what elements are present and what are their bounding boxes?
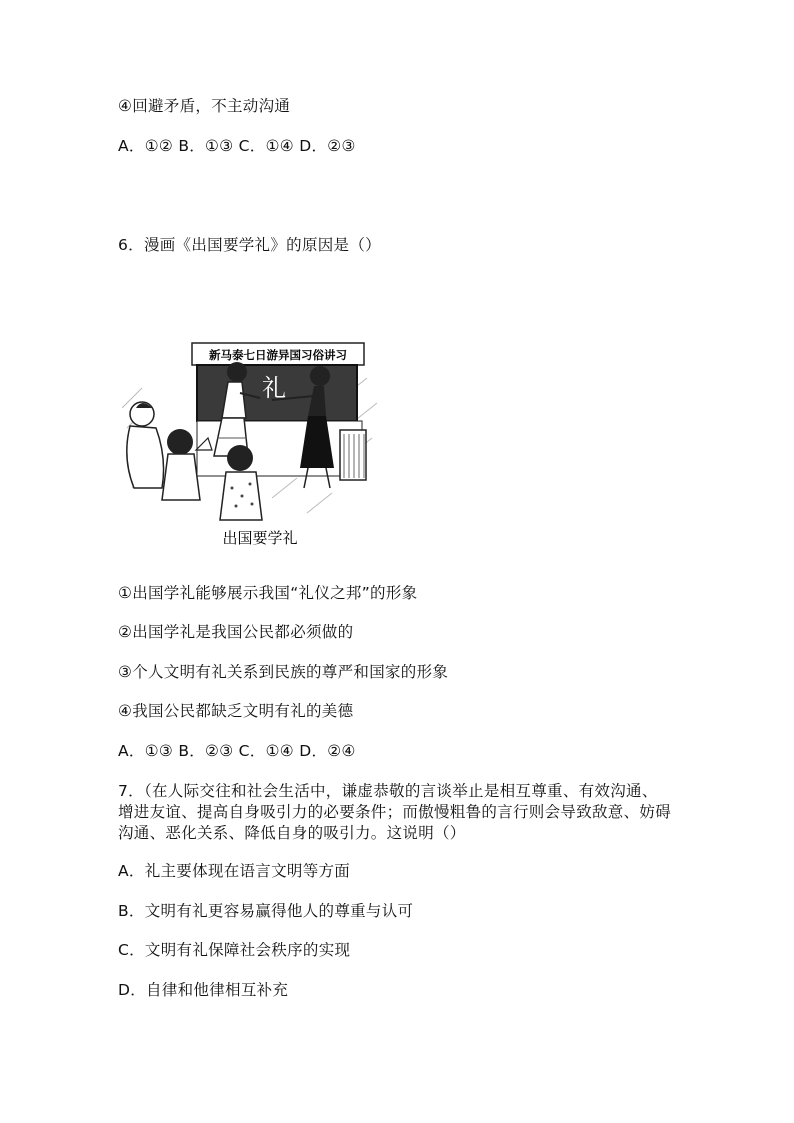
q7-option-b: B．文明有礼更容易赢得他人的尊重与认可 <box>118 902 414 920</box>
q7-option-a: A．礼主要体现在语言文明等方面 <box>118 862 351 880</box>
q6-answer-choices: A．①③ B．②③ C．①④ D．②④ <box>118 742 356 760</box>
cartoon-banner-text: 新马泰七日游异国习俗讲习 <box>209 348 347 362</box>
q6-stem: 6．漫画《出国要学礼》的原因是（） <box>118 236 381 254</box>
q7-option-d: D．自律和他律相互补充 <box>118 981 289 999</box>
q5-answer-choices: A．①② B．①③ C．①④ D．②③ <box>118 137 356 155</box>
q7-stem-line-2: 增进友谊、提高自身吸引力的必要条件；而傲慢粗鲁的言行则会导致敌意、妨碍 <box>118 803 672 821</box>
q6-statement-1: ①出国学礼能够展示我国“礼仪之邦”的形象 <box>118 584 418 602</box>
etiquette-cartoon <box>122 338 384 560</box>
cartoon-caption: 出国要学礼 <box>222 529 298 547</box>
q7-stem-line-1: 7．（在人际交往和社会生活中，谦虚恭敬的言谈举止是相互尊重、有效沟通、 <box>118 782 658 800</box>
q6-statement-3: ③个人文明有礼关系到民族的尊严和国家的形象 <box>118 663 449 681</box>
q7-stem-line-3: 沟通、恶化关系、降低自身的吸引力。这说明（） <box>118 824 466 842</box>
cartoon-illustration <box>122 338 384 560</box>
q6-statement-4: ④我国公民都缺乏文明有礼的美德 <box>118 702 354 720</box>
q5-option-4: ④回避矛盾，不主动沟通 <box>118 97 291 115</box>
q6-statement-2: ②出国学礼是我国公民都必须做的 <box>118 623 354 641</box>
q7-option-c: C．文明有礼保障社会秩序的实现 <box>118 941 351 959</box>
board-character: 礼 <box>262 374 286 402</box>
